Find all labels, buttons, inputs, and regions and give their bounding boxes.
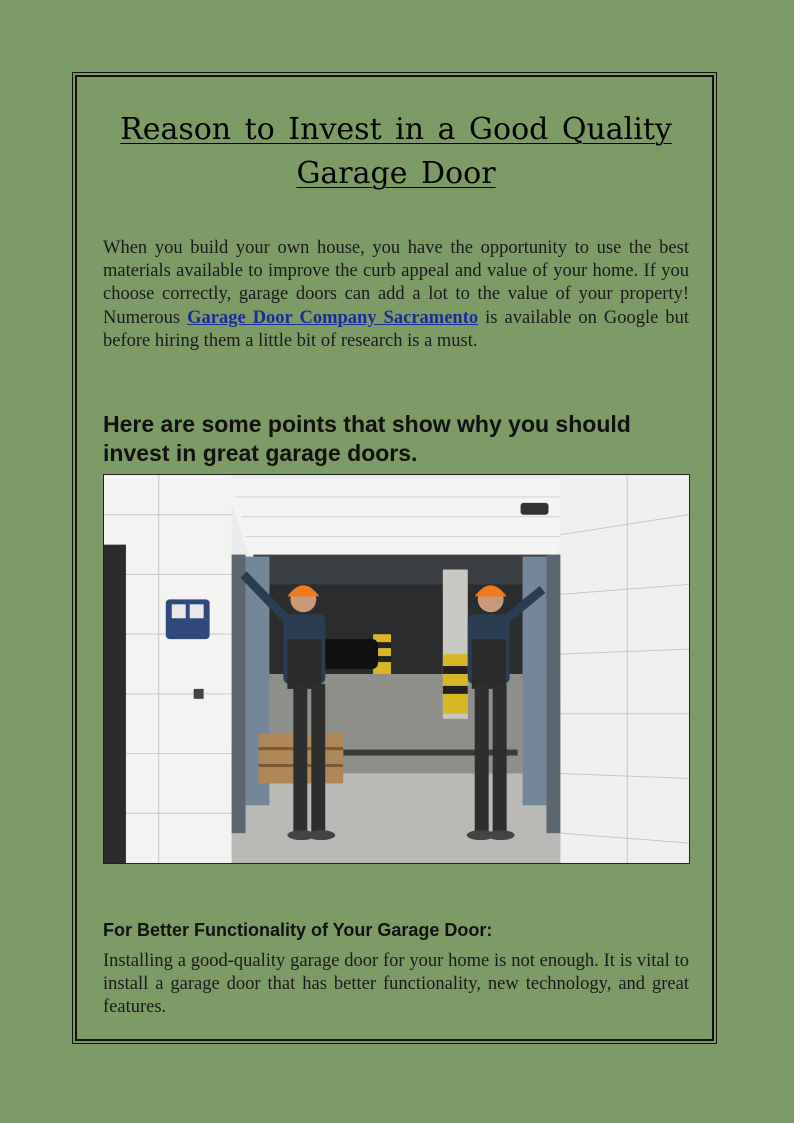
intro-paragraph xyxy=(103,237,689,353)
section-heading-functionality: For Better Functionality of Your Garage Door: xyxy=(103,920,493,940)
document-title: Reason to Invest in a Good Quality Garage Door xyxy=(120,112,672,191)
intro-text-before-link: When you build your own house, you have the opportunity to use the best materials available to improve the curb appeal and value of your home. If you choose correctly, garage doors can add a lot to the value of your property! Numerous xyxy=(103,238,689,328)
points-heading: Here are some points that show why you should invest in great garage doors. xyxy=(103,411,631,466)
garage-door-installation-photo xyxy=(103,474,690,864)
section-body-functionality: Installing a good-quality garage door for your home is not enough. It is vital to install a garage door that has better functionality, new technology, and great features. xyxy=(103,951,689,1018)
garage-door-company-link[interactable]: Garage Door Company Sacramento xyxy=(187,307,479,328)
intro-text-after-link: is available on Google but before hiring them a little bit of research is a must. xyxy=(103,307,689,351)
photo-illustration xyxy=(104,475,689,863)
